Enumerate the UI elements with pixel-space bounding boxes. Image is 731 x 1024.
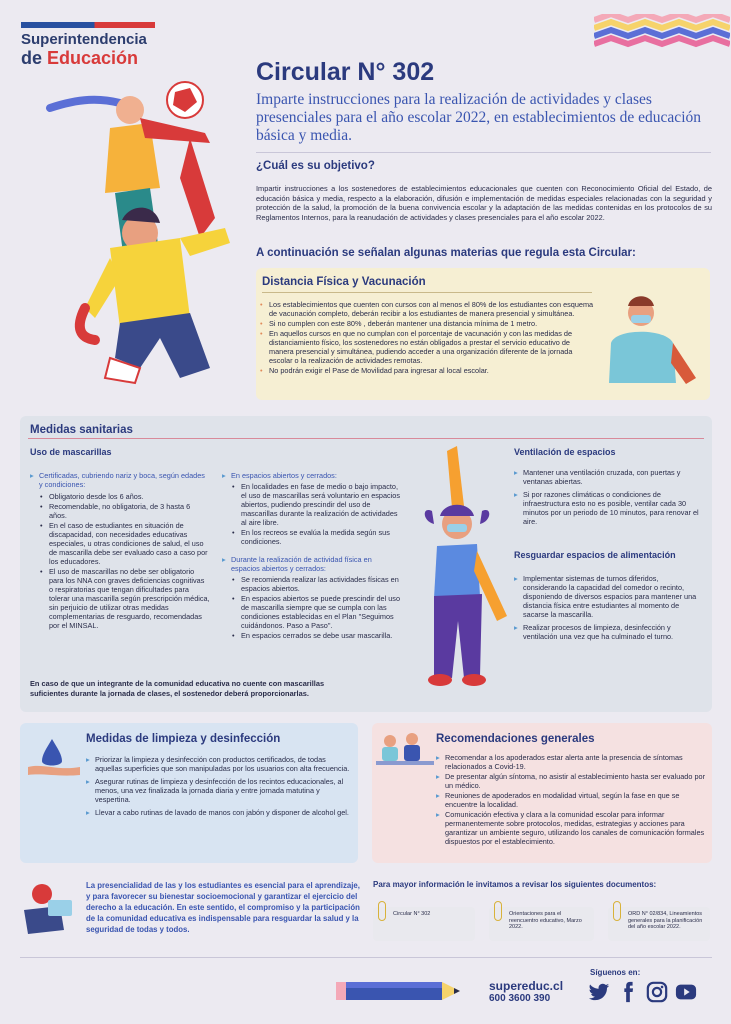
limpieza-box: [20, 723, 358, 863]
list-item: • Se recomienda realizar las actividades físicas en espacios abiertos.: [232, 575, 402, 593]
site-link[interactable]: supereduc.cl: [489, 979, 564, 993]
paperclip-icon: [378, 901, 386, 921]
meeting-people-icon: [376, 731, 434, 767]
rainbow-decoration: [594, 14, 730, 50]
list-item: ▸ Certificadas, cubriendo nariz y boca, según edades y condiciones:: [30, 471, 210, 489]
alimentacion-title: Resguardar espacios de alimentación: [514, 550, 676, 560]
sanitarias-rule: [28, 438, 704, 439]
youtube-icon[interactable]: [675, 981, 697, 1003]
logo-bar: [21, 22, 155, 28]
logo-line2: de Educación: [21, 48, 139, 68]
list-item: ▸ De presentar algún síntoma, no asistir al establecimiento hasta ser evaluado por un médico.: [436, 772, 706, 790]
list-item: • Obligatorio desde los 6 años.: [40, 492, 210, 501]
kids-playing-illustration: [40, 78, 240, 393]
divider: [256, 152, 711, 153]
objective-text: Impartir instrucciones a los sostenedores de establecimientos educacionales que cuenten con Reconocimiento Oficial del Estado, de educación básica y media, respecto a la elaboración, difusión e implementación de medidas especiales relacionadas con la seguridad y protección de la salud, la promoción de la buena convivencia escolar y la adaptación de las medidas contenidas en los protocolos de su Reglamentos Internos, para la reanudación de actividades y clases presenciales para el año escolar 2022.: [256, 184, 712, 222]
masked-person-illustration: [601, 288, 701, 388]
hand-drop-icon: [28, 737, 80, 777]
list-item: • En espacios cerrados se debe usar mascarilla.: [232, 631, 402, 640]
doc-label: Circular N° 302: [393, 911, 431, 917]
sanitarias-title: Medidas sanitarias: [30, 424, 133, 436]
list-item: ▸ Llevar a cabo rutinas de lavado de manos con jabón y disponer de alcohol gel.: [86, 808, 351, 817]
list-item: ▸ Si por razones climáticas o condiciones de infraestructura esto no es posible, ventilar cada 30 minutos por un periodo de 10 minutos, para renovar el aire.: [514, 490, 704, 526]
list-item: • Si no cumplen con este 80% , deberán mantener una distancia mínima de 1 metro.: [260, 319, 596, 328]
pencil-illustration: [336, 978, 462, 1004]
list-item: ▸ Recomendar a los apoderados estar alerta ante la presencia de síntomas relacionados a Covid-19.: [436, 753, 706, 771]
limpieza-title: Medidas de limpieza y desinfección: [86, 733, 281, 745]
paperclip-icon: [494, 901, 502, 921]
list-item: • En aquellos cursos en que no cumplan con el porcentaje de vacunación y con las medidas de distanciamiento físico, los sostenedores no están obligados a prestar el servicio educativo de manera presencial y simultánea, pudiendo acceder a una organización diferente de la jornada escolar o la realización de actividades remotas.: [260, 329, 596, 365]
divider: [20, 957, 712, 958]
mascarillas-title: Uso de mascarillas: [30, 447, 112, 457]
list-item: • En espacios abiertos se puede prescindir del uso de mascarilla siempre que se cumpla con las condiciones establecidas en el Plan "Seguimos cuidándonos. Paso a Paso".: [232, 594, 402, 630]
list-item: ▸ Reuniones de apoderados en modalidad virtual, según la fase en que se encuentre la localidad.: [436, 791, 706, 809]
distancia-title: Distancia Física y Vacunación: [262, 276, 426, 288]
mascarillas-col2-sub1: [232, 482, 402, 547]
list-item: ▸ Mantener una ventilación cruzada, con puertas y ventanas abiertas.: [514, 468, 704, 486]
mascarillas-col1-sub: [40, 492, 210, 631]
alimentacion-list: [514, 574, 704, 642]
doc-card[interactable]: [489, 907, 594, 941]
list-item: ▸ Durante la realización de actividad física en espacios abiertos y cerrados:: [222, 555, 402, 573]
doc-card[interactable]: [373, 907, 475, 941]
sanitarias-box: [20, 416, 712, 712]
limpieza-list: [86, 755, 351, 818]
list-item: ▸ Implementar sistemas de turnos diferidos, considerando la capacidad del comedor o recinto, disponiendo de diversos espacios para mantener una distancia física entre estudiantes al momento de sacarse la mascarilla.: [514, 574, 704, 619]
paperclip-icon: [613, 901, 621, 921]
sanitarias-footer: En caso de que un integrante de la comunidad educativa no cuente con mascarillas suficientes durante la jornada de clases, el sostenedor deberá proporcionarlas.: [30, 679, 325, 698]
student-laptop-illustration: [20, 880, 76, 940]
twitter-icon[interactable]: [588, 981, 610, 1003]
list-item: ▸ Asegurar rutinas de limpieza y desinfección de los recintos educacionales, al menos, una vez finalizada la jornada diaria y entre jornada matutina y vespertina.: [86, 777, 351, 804]
materias-heading: A continuación se señalan algunas materias que regula esta Circular:: [256, 247, 636, 259]
doc-card[interactable]: [608, 907, 710, 941]
list-item: • En los recreos se evalúa la medida según sus condiciones.: [232, 528, 402, 546]
list-item: ▸ En espacios abiertos y cerrados:: [222, 471, 402, 480]
recomendaciones-list: [436, 753, 706, 847]
distancia-list: [260, 300, 596, 376]
recomendaciones-box: [372, 723, 712, 863]
logo-line1: Superintendencia: [21, 31, 147, 48]
ventilacion-title: Ventilación de espacios: [514, 447, 616, 457]
list-item: ▸ Priorizar la limpieza y desinfección con productos certificados, de todas aquellas superficies que son manipuladas por los usuarios con alta frecuencia.: [86, 755, 351, 773]
phone-number: 600 3600 390: [489, 993, 551, 1004]
mascarillas-col2: [222, 471, 402, 481]
list-item: • No podrán exigir el Pase de Movilidad para ingresar al local escolar.: [260, 366, 596, 375]
list-item: ▸ Comunicación efectiva y clara a la comunidad escolar para informar permanentemente sobre protocolos, medidas, estrategias y acciones para garantizar un ambiente seguro, utilizando los canales de comunicación formales dispuestos por el establecimiento.: [436, 810, 706, 846]
list-item: • En localidades en fase de medio o bajo impacto, el uso de mascarillas será voluntario en espacios abiertos, pudiendo prescindir del uso de mascarillas durante la realización de actividades al aire libre.: [232, 482, 402, 527]
child-masked-illustration: [412, 446, 512, 701]
follow-label: Síguenos en:: [590, 968, 641, 977]
page-title: Circular N° 302: [256, 58, 435, 86]
ventilacion-list: [514, 468, 704, 527]
distancia-rule: [262, 292, 592, 293]
list-item: • Los establecimientos que cuenten con cursos con al menos el 80% de los estudiantes con esquema de vacunación completo, deberán recibir a los estudiantes de manera presencial y simultánea.: [260, 300, 596, 318]
docs-heading: Para mayor información le invitamos a revisar los siguientes documentos:: [373, 880, 657, 889]
list-item: ▸ Realizar procesos de limpieza, desinfección y ventilación una vez que ha culminado el turno.: [514, 623, 704, 641]
mascarillas-col1: [30, 471, 210, 490]
mascarillas-col2b: [222, 555, 402, 574]
distancia-box: [256, 268, 710, 400]
list-item: • En el caso de estudiantes en situación de discapacidad, con necesidades educativas especiales, u otras condiciones de salud, el uso de mascarilla debe ser evaluado caso a caso por los educadores.: [40, 521, 210, 566]
mascarillas-col2-sub2: [232, 575, 402, 641]
page-subtitle: Imparte instrucciones para la realización de actividades y clases presenciales para el año escolar 2022, en establecimientos de educación básica y media.: [256, 91, 701, 144]
instagram-icon[interactable]: [646, 981, 668, 1003]
list-item: • El uso de mascarillas no debe ser obligatorio para los NNA con graves deficiencias cognitivas o respiratorias que tengan dificultades para tolerar una mascarilla según prescripción médica, sin perjuicio de utilizar otras medidas complementarias de resguardo, recomendadas por el MINSAL.: [40, 567, 210, 630]
doc-label: Orientaciones para el reencuentro educativo, Marzo 2022.: [509, 911, 582, 930]
facebook-icon[interactable]: [617, 981, 639, 1003]
objective-heading: ¿Cuál es su objetivo?: [256, 160, 375, 172]
list-item: • Recomendable, no obligatoria, de 3 hasta 6 años.: [40, 502, 210, 520]
bottom-message: La presencialidad de las y los estudiantes es esencial para el aprendizaje, y para favorecer su bienestar socioemocional y garantizar el ejercicio del derecho a la educación. En este sentido, el compromiso y la participación de la comunidad educativa es indispensable para resguardar la salud y la seguridad de todas y todos.: [86, 881, 360, 934]
recomendaciones-title: Recomendaciones generales: [436, 733, 595, 745]
doc-label: ORD N° 02/834, Lineamientos generales para la planificación del año escolar 2022.: [628, 911, 703, 930]
